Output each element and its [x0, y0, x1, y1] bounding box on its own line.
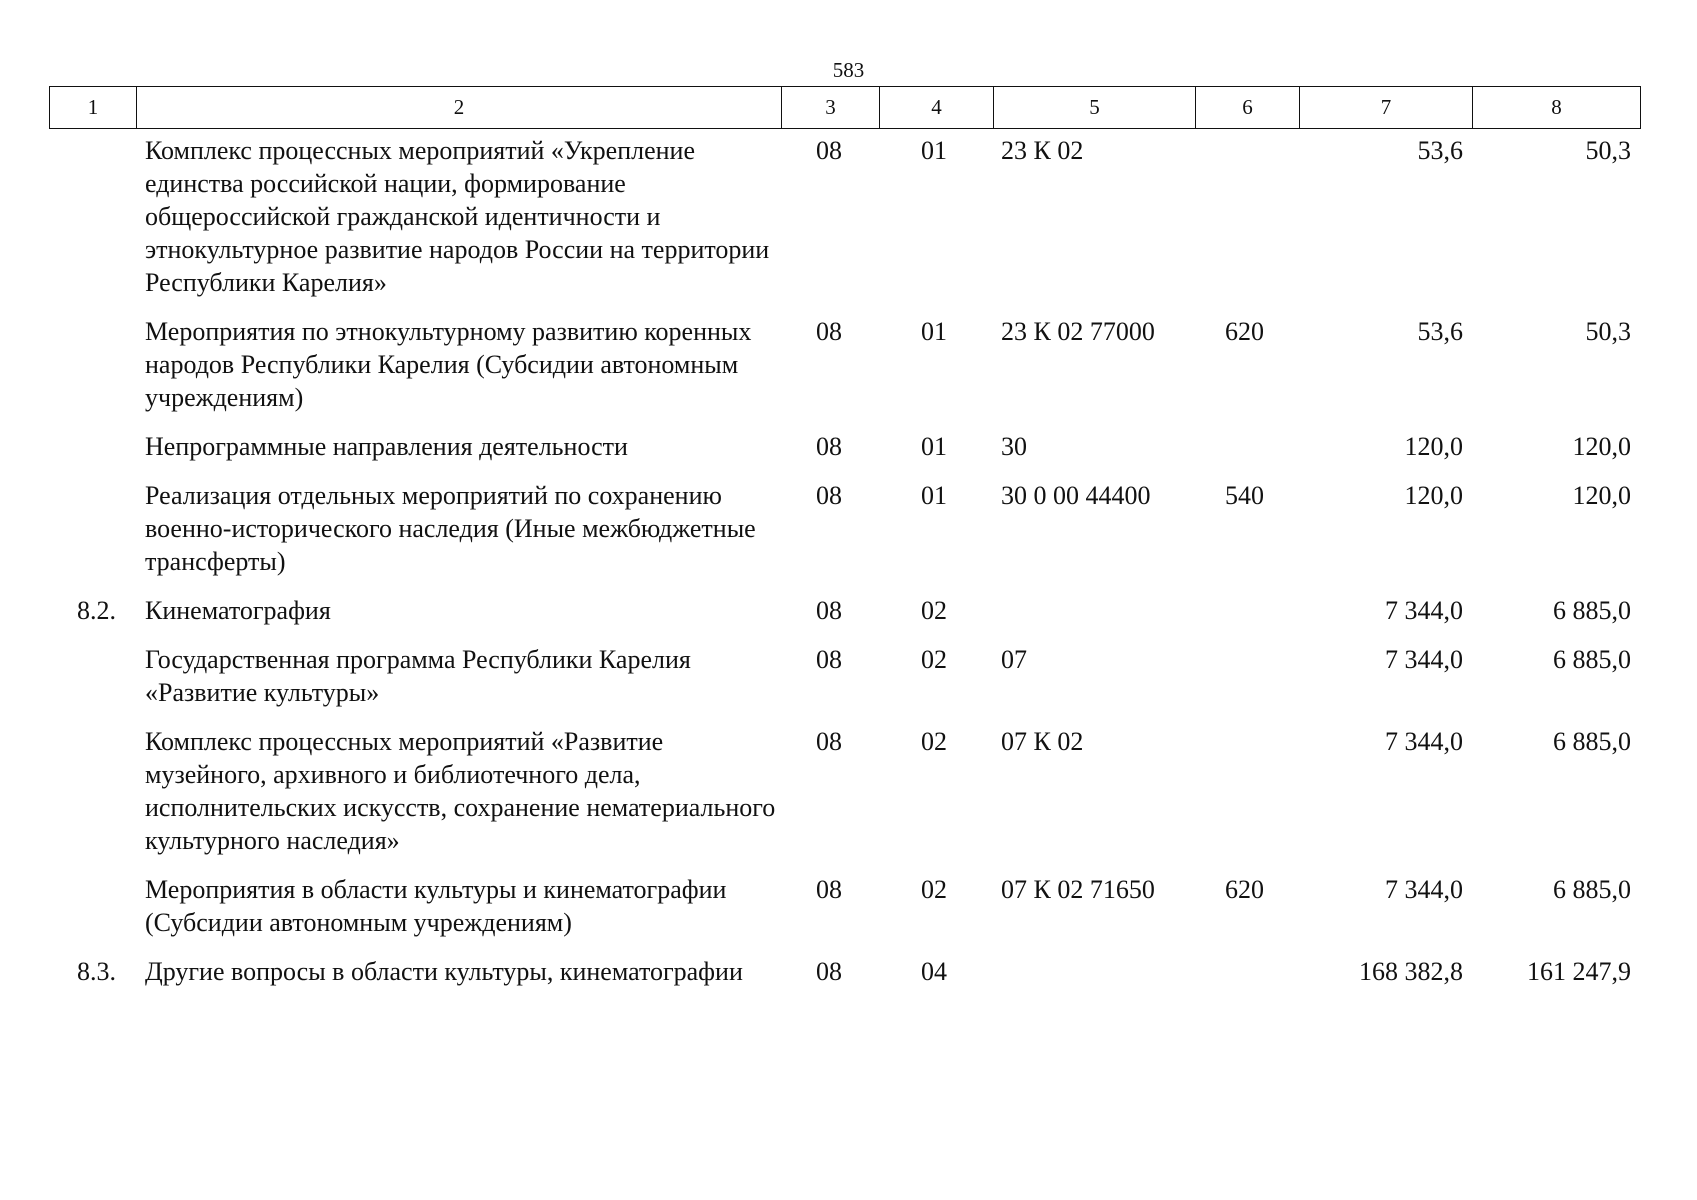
row-amount-2: 120,0	[1572, 481, 1631, 510]
row-section-code: 08	[816, 432, 842, 461]
row-subsection-code: 01	[921, 317, 947, 346]
row-name: Непрограммные направления деятельности	[145, 432, 628, 461]
row-subsection-code: 02	[921, 875, 947, 904]
row-amount-1: 120,0	[1404, 432, 1463, 461]
row-amount-2: 50,3	[1585, 317, 1631, 346]
row-amount-2: 6 885,0	[1553, 645, 1631, 674]
row-expense-type	[1195, 955, 1299, 1004]
row-name: Реализация отдельных мероприятий по сохранению военно-исторического наследия (Иные межбюджетные трансферты)	[145, 481, 756, 576]
column-header-8: 8	[1473, 87, 1641, 129]
column-header-row	[50, 87, 1641, 129]
row-expense-type	[1195, 643, 1299, 725]
row-amount-2: 6 885,0	[1553, 875, 1631, 904]
row-amount-1: 7 344,0	[1385, 645, 1463, 674]
row-subsection-code: 02	[921, 645, 947, 674]
budget-table-body	[49, 134, 1640, 1004]
row-subsection-code: 01	[921, 432, 947, 461]
row-amount-1: 7 344,0	[1385, 596, 1463, 625]
table-row	[49, 725, 1640, 873]
row-amount-2: 161 247,9	[1527, 957, 1631, 986]
row-target-article: 07	[1001, 645, 1027, 674]
row-subsection-code: 01	[921, 136, 947, 165]
row-number	[49, 134, 136, 315]
row-expense-type	[1195, 134, 1299, 315]
table-row	[49, 315, 1640, 430]
row-section-code: 08	[816, 481, 842, 510]
row-amount-1: 7 344,0	[1385, 727, 1463, 756]
table-row	[49, 430, 1640, 479]
row-amount-2: 120,0	[1572, 432, 1631, 461]
row-section-code: 08	[816, 645, 842, 674]
row-target-article: 23 К 02 77000	[1001, 317, 1155, 346]
row-number	[49, 643, 136, 725]
row-section-code: 08	[816, 957, 842, 986]
row-subsection-code: 01	[921, 481, 947, 510]
row-number: 8.3.	[77, 957, 116, 986]
page-number: 583	[832, 58, 865, 82]
row-name: Мероприятия в области культуры и кинематографии (Субсидии автономным учреждениям)	[145, 875, 727, 937]
row-amount-1: 168 382,8	[1359, 957, 1463, 986]
row-target-article: 07 К 02 71650	[1001, 875, 1155, 904]
column-header-6: 6	[1196, 87, 1300, 129]
row-section-code: 08	[816, 136, 842, 165]
row-expense-type: 540	[1225, 481, 1264, 510]
row-target-article: 07 К 02	[1001, 727, 1084, 756]
table-row	[49, 594, 1640, 643]
row-target-article	[993, 955, 1195, 1004]
row-expense-type	[1195, 594, 1299, 643]
row-amount-1: 7 344,0	[1385, 875, 1463, 904]
row-number	[49, 479, 136, 594]
row-subsection-code: 04	[921, 957, 947, 986]
row-section-code: 08	[816, 596, 842, 625]
row-subsection-code: 02	[921, 727, 947, 756]
row-name: Мероприятия по этнокультурному развитию коренных народов Республики Карелия (Субсидии автономным учреждениям)	[145, 317, 752, 412]
table-row	[49, 479, 1640, 594]
table-row	[49, 873, 1640, 955]
row-target-article: 30 0 00 44400	[1001, 481, 1151, 510]
row-number	[49, 725, 136, 873]
row-section-code: 08	[816, 875, 842, 904]
budget-table	[49, 134, 1640, 1004]
row-expense-type: 620	[1225, 875, 1264, 904]
row-target-article: 30	[1001, 432, 1027, 461]
row-amount-2: 6 885,0	[1553, 727, 1631, 756]
row-name: Государственная программа Республики Карелия «Развитие культуры»	[145, 645, 691, 707]
row-amount-1: 53,6	[1417, 136, 1463, 165]
column-header-5: 5	[994, 87, 1196, 129]
row-expense-type	[1195, 430, 1299, 479]
row-name: Комплекс процессных мероприятий «Укрепление единства российской нации, формирование общероссийской гражданской идентичности и этнокультурное развитие народов России на территории Республики Карелия»	[145, 136, 770, 297]
row-number	[49, 873, 136, 955]
row-number	[49, 430, 136, 479]
table-row	[49, 955, 1640, 1004]
row-amount-1: 53,6	[1417, 317, 1463, 346]
column-header-table	[49, 86, 1641, 129]
column-header-2: 2	[137, 87, 782, 129]
column-header-3: 3	[782, 87, 880, 129]
column-header-7: 7	[1300, 87, 1473, 129]
column-header-4: 4	[880, 87, 994, 129]
table-row	[49, 134, 1640, 315]
row-number: 8.2.	[77, 596, 116, 625]
row-name: Другие вопросы в области культуры, кинематографии	[145, 957, 743, 986]
row-name: Кинематография	[145, 596, 331, 625]
row-target-article: 23 К 02	[1001, 136, 1084, 165]
row-section-code: 08	[816, 317, 842, 346]
column-header-1: 1	[50, 87, 137, 129]
row-subsection-code: 02	[921, 596, 947, 625]
row-target-article	[993, 594, 1195, 643]
row-expense-type	[1195, 725, 1299, 873]
row-number	[49, 315, 136, 430]
row-section-code: 08	[816, 727, 842, 756]
row-name: Комплекс процессных мероприятий «Развитие музейного, архивного и библиотечного дела, исполнительских искусств, сохранение нематериального культурного наследия»	[145, 727, 776, 855]
row-expense-type: 620	[1225, 317, 1264, 346]
row-amount-1: 120,0	[1404, 481, 1463, 510]
row-amount-2: 6 885,0	[1553, 596, 1631, 625]
row-amount-2: 50,3	[1585, 136, 1631, 165]
table-row	[49, 643, 1640, 725]
